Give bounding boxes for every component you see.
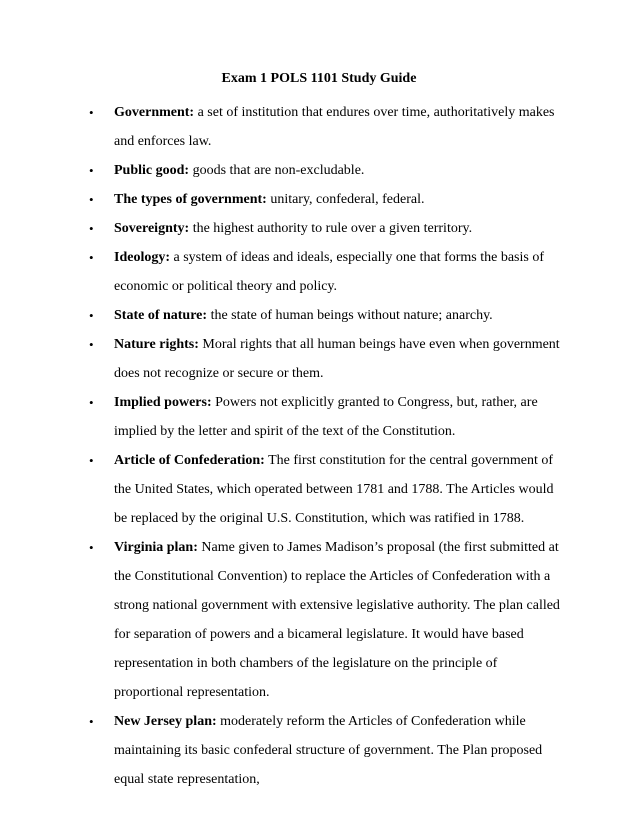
term-label: Implied powers:	[114, 395, 212, 410]
term-definition: The first constitution for the central government of the United States, which operated between 1781 and 1788. The Articles would be replaced by the original U.S. Constitution, which was ratified in 1788.	[114, 453, 554, 526]
bullet-icon: •	[89, 453, 94, 468]
term-label: Government:	[114, 105, 195, 120]
bullet-icon: •	[89, 714, 94, 729]
term-definition: goods that are non-excludable.	[189, 163, 365, 178]
page-title: Exam 1 POLS 1101 Study Guide	[221, 71, 417, 86]
list-item	[0, 243, 638, 301]
list-item	[0, 185, 638, 214]
term-label: Public good:	[114, 163, 190, 178]
term-definition: Powers not explicitly granted to Congress, but, rather, are implied by the letter and spirit of the text of the Constitution.	[114, 395, 538, 439]
term-definition: the state of human beings without nature; anarchy.	[207, 308, 493, 323]
term-label: New Jersey plan:	[114, 714, 217, 729]
term-label: Nature rights:	[114, 337, 199, 352]
list-item	[0, 446, 638, 533]
bullet-icon: •	[89, 250, 94, 265]
term-label: Ideology:	[114, 250, 170, 265]
list-item	[0, 388, 638, 446]
list-item	[0, 707, 638, 794]
bullet-icon: •	[89, 192, 94, 207]
term-label: State of nature:	[114, 308, 208, 323]
term-list	[0, 98, 638, 794]
term-definition: the highest authority to rule over a given territory.	[189, 221, 473, 236]
bullet-icon: •	[89, 163, 94, 178]
list-item	[0, 98, 638, 156]
bullet-icon: •	[89, 337, 94, 352]
list-item	[0, 301, 638, 330]
list-item	[0, 533, 638, 707]
term-definition: Name given to James Madison’s proposal (the first submitted at the Constitutional Convention) to replace the Articles of Confederation with a strong national government with extensive legislative authority. The plan called for separation of powers and a bicameral legislature. It would have based representation in both chambers of the legislature on the principle of proportional representation.	[114, 540, 560, 700]
list-item	[0, 214, 638, 243]
term-definition: unitary, confederal, federal.	[266, 192, 425, 207]
bullet-icon: •	[89, 395, 94, 410]
term-definition: Moral rights that all human beings have even when government does not recognize or secure or them.	[114, 337, 560, 381]
bullet-icon: •	[89, 540, 94, 555]
term-definition: a set of institution that endures over time, authoritatively makes and enforces law.	[114, 105, 555, 149]
term-label: The types of government:	[114, 192, 267, 207]
bullet-icon: •	[89, 105, 94, 120]
bullet-icon: •	[89, 221, 94, 236]
term-label: Article of Confederation:	[114, 453, 265, 468]
list-item	[0, 156, 638, 185]
list-item	[0, 330, 638, 388]
bullet-icon: •	[89, 308, 94, 323]
term-label: Sovereignty:	[114, 221, 190, 236]
term-definition: a system of ideas and ideals, especially one that forms the basis of economic or political theory and policy.	[114, 250, 545, 294]
term-label: Virginia plan:	[114, 540, 198, 555]
term-definition: moderately reform the Articles of Confederation while maintaining its basic confederal structure of government. The Plan proposed equal state representation,	[114, 714, 543, 787]
